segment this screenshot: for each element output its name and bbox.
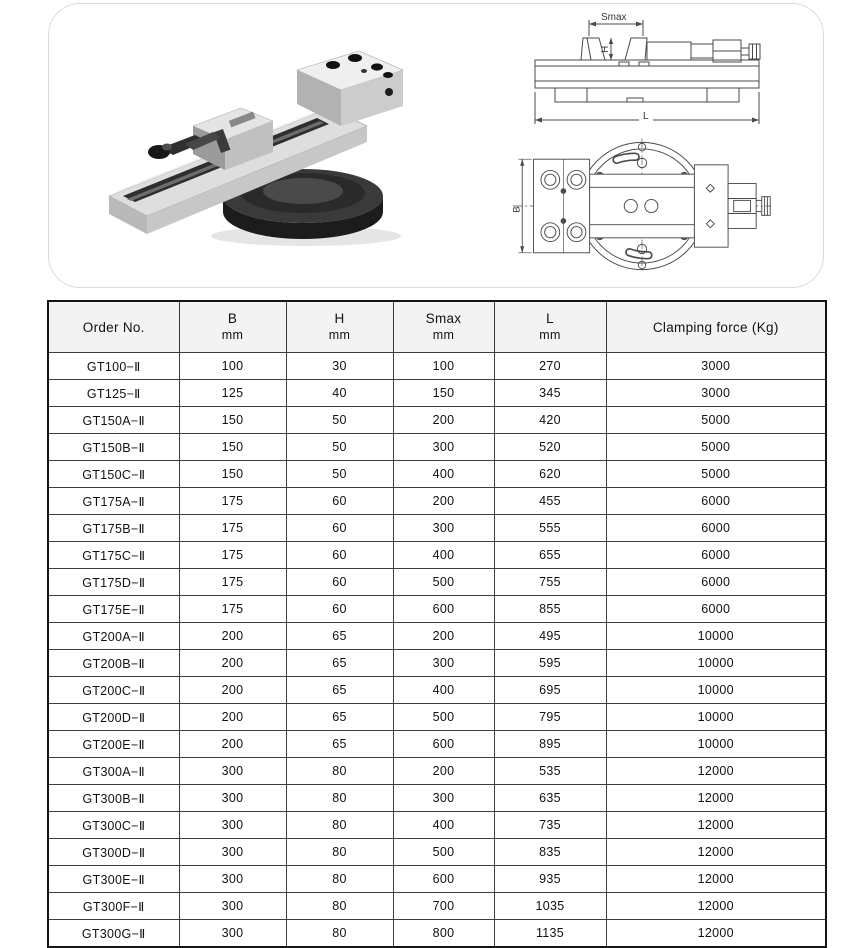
order-no-cell: GT200D−Ⅱ: [48, 704, 179, 731]
value-cell: 10000: [606, 623, 826, 650]
value-cell: 80: [286, 893, 393, 920]
value-cell: 200: [179, 623, 286, 650]
value-cell: 3000: [606, 380, 826, 407]
table-row: [48, 812, 826, 839]
table-row: [48, 353, 826, 380]
table-row: [48, 866, 826, 893]
spec-table-body: [48, 353, 826, 948]
order-no-cell: GT200B−Ⅱ: [48, 650, 179, 677]
value-cell: 200: [179, 704, 286, 731]
side-view-svg: [527, 10, 769, 132]
value-cell: 795: [494, 704, 606, 731]
value-cell: 200: [393, 623, 494, 650]
order-no-cell: GT300G−Ⅱ: [48, 920, 179, 948]
table-row: [48, 704, 826, 731]
order-no-cell: GT100−Ⅱ: [48, 353, 179, 380]
value-cell: 175: [179, 596, 286, 623]
value-cell: 300: [179, 839, 286, 866]
product-photo: [101, 46, 431, 256]
dim-label-b: B: [511, 206, 522, 213]
table-row: [48, 731, 826, 758]
value-cell: 175: [179, 488, 286, 515]
table-row: [48, 623, 826, 650]
value-cell: 200: [179, 731, 286, 758]
order-no-cell: GT200C−Ⅱ: [48, 677, 179, 704]
value-cell: 100: [393, 353, 494, 380]
value-cell: 60: [286, 596, 393, 623]
value-cell: 535: [494, 758, 606, 785]
table-row: [48, 434, 826, 461]
value-cell: 12000: [606, 920, 826, 948]
order-no-cell: GT175A−Ⅱ: [48, 488, 179, 515]
table-row: [48, 407, 826, 434]
value-cell: 175: [179, 542, 286, 569]
value-cell: 12000: [606, 812, 826, 839]
value-cell: 100: [179, 353, 286, 380]
value-cell: 895: [494, 731, 606, 758]
table-row: [48, 785, 826, 812]
col-label: Order No.: [82, 319, 145, 335]
order-no-cell: GT175E−Ⅱ: [48, 596, 179, 623]
col-label: B: [227, 311, 238, 326]
col-header-clamping-force: [606, 301, 826, 353]
order-no-cell: GT300D−Ⅱ: [48, 839, 179, 866]
value-cell: 555: [494, 515, 606, 542]
value-cell: 80: [286, 839, 393, 866]
value-cell: 12000: [606, 785, 826, 812]
col-label: H: [334, 311, 345, 326]
value-cell: 595: [494, 650, 606, 677]
value-cell: 5000: [606, 434, 826, 461]
order-no-cell: GT150A−Ⅱ: [48, 407, 179, 434]
value-cell: 300: [393, 434, 494, 461]
value-cell: 695: [494, 677, 606, 704]
table-row: [48, 542, 826, 569]
value-cell: 80: [286, 785, 393, 812]
value-cell: 600: [393, 731, 494, 758]
value-cell: 175: [179, 515, 286, 542]
spec-table: [47, 300, 827, 948]
value-cell: 835: [494, 839, 606, 866]
value-cell: 6000: [606, 515, 826, 542]
table-row: [48, 596, 826, 623]
table-row: [48, 758, 826, 785]
order-no-cell: GT300A−Ⅱ: [48, 758, 179, 785]
dim-label-h: H: [600, 45, 611, 53]
top-view-drawing: [511, 130, 773, 282]
col-unit: mm: [539, 328, 561, 342]
table-row: [48, 380, 826, 407]
order-no-cell: GT150B−Ⅱ: [48, 434, 179, 461]
side-view-drawing: [527, 10, 769, 132]
value-cell: 10000: [606, 677, 826, 704]
order-no-cell: GT300B−Ⅱ: [48, 785, 179, 812]
value-cell: 60: [286, 542, 393, 569]
value-cell: 50: [286, 461, 393, 488]
value-cell: 200: [393, 407, 494, 434]
col-unit: mm: [432, 328, 455, 342]
value-cell: 270: [494, 353, 606, 380]
value-cell: 12000: [606, 839, 826, 866]
value-cell: 10000: [606, 704, 826, 731]
value-cell: 655: [494, 542, 606, 569]
header-row: [48, 301, 826, 353]
col-label: Clamping force (Kg): [652, 319, 779, 335]
spec-table-header: [48, 301, 826, 353]
col-header-h: [286, 301, 393, 353]
col-unit: mm: [221, 328, 244, 342]
table-row: [48, 569, 826, 596]
order-no-cell: GT300C−Ⅱ: [48, 812, 179, 839]
value-cell: 455: [494, 488, 606, 515]
value-cell: 935: [494, 866, 606, 893]
value-cell: 400: [393, 461, 494, 488]
table-row: [48, 461, 826, 488]
order-no-cell: GT175B−Ⅱ: [48, 515, 179, 542]
value-cell: 6000: [606, 488, 826, 515]
value-cell: 1135: [494, 920, 606, 948]
value-cell: 12000: [606, 893, 826, 920]
value-cell: 150: [179, 407, 286, 434]
value-cell: 12000: [606, 758, 826, 785]
vise-photo-illustration: [101, 46, 431, 256]
value-cell: 400: [393, 542, 494, 569]
value-cell: 150: [393, 380, 494, 407]
value-cell: 855: [494, 596, 606, 623]
order-no-cell: GT200E−Ⅱ: [48, 731, 179, 758]
value-cell: 80: [286, 920, 393, 948]
table-row: [48, 515, 826, 542]
value-cell: 500: [393, 704, 494, 731]
value-cell: 700: [393, 893, 494, 920]
top-view-svg: [511, 130, 773, 282]
value-cell: 300: [179, 866, 286, 893]
value-cell: 80: [286, 866, 393, 893]
value-cell: 620: [494, 461, 606, 488]
order-no-cell: GT300F−Ⅱ: [48, 893, 179, 920]
col-header-l: [494, 301, 606, 353]
value-cell: 80: [286, 812, 393, 839]
dim-label-smax: Smax: [601, 12, 627, 23]
value-cell: 300: [393, 515, 494, 542]
product-panel: [48, 3, 824, 288]
value-cell: 150: [179, 461, 286, 488]
value-cell: 65: [286, 650, 393, 677]
value-cell: 200: [179, 677, 286, 704]
value-cell: 150: [179, 434, 286, 461]
value-cell: 65: [286, 623, 393, 650]
value-cell: 5000: [606, 461, 826, 488]
col-label: L: [546, 311, 554, 326]
value-cell: 6000: [606, 542, 826, 569]
value-cell: 635: [494, 785, 606, 812]
order-no-cell: GT200A−Ⅱ: [48, 623, 179, 650]
dim-label-l: L: [643, 111, 649, 122]
order-no-cell: GT125−Ⅱ: [48, 380, 179, 407]
value-cell: 3000: [606, 353, 826, 380]
value-cell: 40: [286, 380, 393, 407]
value-cell: 520: [494, 434, 606, 461]
value-cell: 1035: [494, 893, 606, 920]
table-row: [48, 677, 826, 704]
order-no-cell: GT175D−Ⅱ: [48, 569, 179, 596]
value-cell: 600: [393, 596, 494, 623]
value-cell: 400: [393, 812, 494, 839]
order-no-cell: GT300E−Ⅱ: [48, 866, 179, 893]
col-header-b: [179, 301, 286, 353]
value-cell: 800: [393, 920, 494, 948]
order-no-cell: GT175C−Ⅱ: [48, 542, 179, 569]
value-cell: 175: [179, 569, 286, 596]
order-no-cell: GT150C−Ⅱ: [48, 461, 179, 488]
value-cell: 495: [494, 623, 606, 650]
value-cell: 6000: [606, 569, 826, 596]
value-cell: 65: [286, 704, 393, 731]
table-row: [48, 920, 826, 948]
value-cell: 10000: [606, 650, 826, 677]
value-cell: 200: [179, 650, 286, 677]
value-cell: 300: [179, 812, 286, 839]
col-unit: mm: [328, 328, 351, 342]
col-label: Smax: [425, 311, 462, 326]
value-cell: 50: [286, 407, 393, 434]
value-cell: 300: [179, 893, 286, 920]
value-cell: 300: [179, 785, 286, 812]
value-cell: 300: [179, 920, 286, 948]
value-cell: 50: [286, 434, 393, 461]
value-cell: 65: [286, 731, 393, 758]
value-cell: 80: [286, 758, 393, 785]
value-cell: 200: [393, 758, 494, 785]
value-cell: 6000: [606, 596, 826, 623]
col-header-order-no: [48, 301, 179, 353]
table-row: [48, 488, 826, 515]
value-cell: 30: [286, 353, 393, 380]
table-row: [48, 839, 826, 866]
value-cell: 10000: [606, 731, 826, 758]
value-cell: 60: [286, 515, 393, 542]
value-cell: 65: [286, 677, 393, 704]
value-cell: 300: [393, 650, 494, 677]
value-cell: 200: [393, 488, 494, 515]
table-row: [48, 650, 826, 677]
value-cell: 300: [393, 785, 494, 812]
value-cell: 420: [494, 407, 606, 434]
value-cell: 735: [494, 812, 606, 839]
value-cell: 12000: [606, 866, 826, 893]
value-cell: 400: [393, 677, 494, 704]
value-cell: 345: [494, 380, 606, 407]
value-cell: 5000: [606, 407, 826, 434]
value-cell: 755: [494, 569, 606, 596]
value-cell: 500: [393, 569, 494, 596]
value-cell: 125: [179, 380, 286, 407]
col-header-smax: [393, 301, 494, 353]
value-cell: 600: [393, 866, 494, 893]
value-cell: 300: [179, 758, 286, 785]
value-cell: 60: [286, 569, 393, 596]
value-cell: 500: [393, 839, 494, 866]
table-row: [48, 893, 826, 920]
value-cell: 60: [286, 488, 393, 515]
